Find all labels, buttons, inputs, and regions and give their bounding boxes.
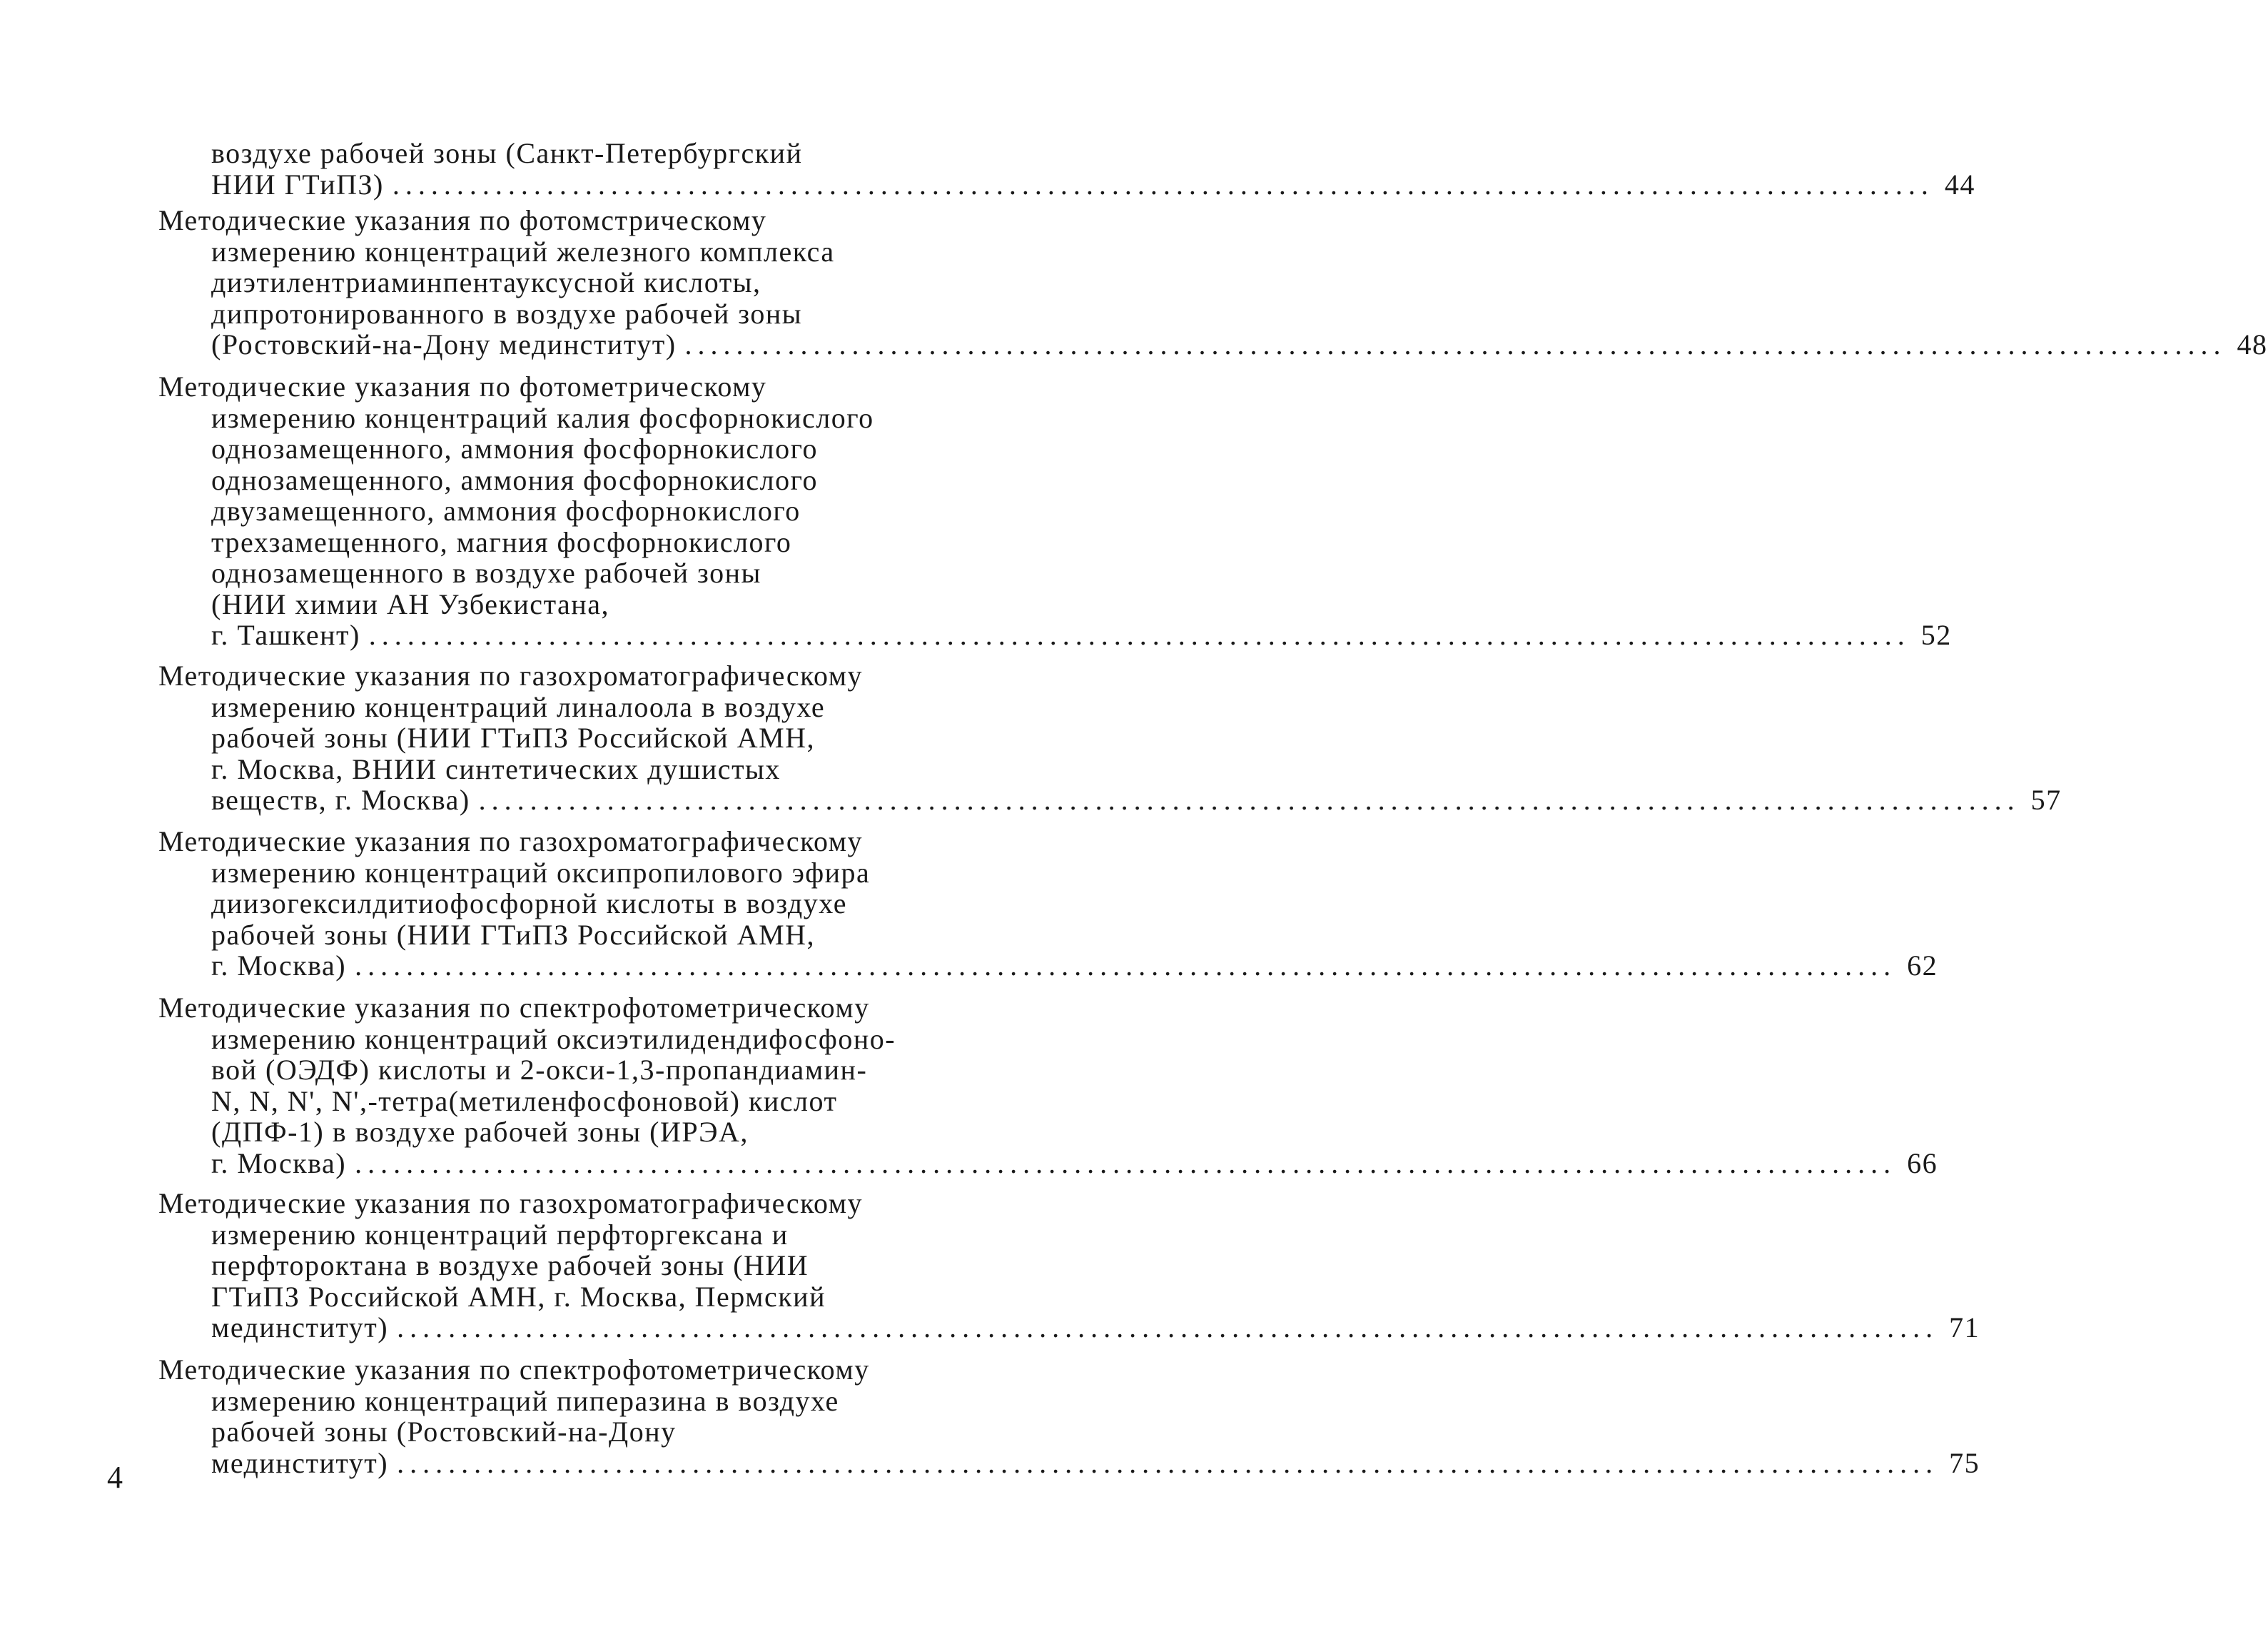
toc-page-number: 57 xyxy=(2030,784,2062,816)
toc-entry-text: г. Ташкент) xyxy=(211,619,360,651)
toc-entry-text: измерению концентраций перфторгексана и xyxy=(211,1218,789,1251)
toc-page-number: 75 xyxy=(1949,1446,1980,1479)
toc-entry-text: рабочей зоны (НИИ ГТиПЗ Российской АМН, xyxy=(211,918,816,951)
toc-entry-text: N, N, N', N',-тетра(метиленфосфоновой) кислот xyxy=(211,1084,838,1117)
toc-entry-text: двузамещенного, аммония фосфорнокислого xyxy=(211,495,801,527)
toc-entry-text: (Ростовский-на-Дону мединститут) xyxy=(211,328,677,360)
toc-entry-text: однозамещенного в воздухе рабочей зоны xyxy=(211,557,761,589)
dot-leader: ........................................................................................................................ xyxy=(355,1146,1897,1179)
toc-page-number: 66 xyxy=(1907,1146,1938,1179)
toc-entry-text: мединститут) xyxy=(211,1446,389,1479)
toc-entry xyxy=(158,825,1938,982)
toc-entry-text: НИИ ГТиПЗ) xyxy=(211,168,384,201)
toc-entry-text: Методические указания по спектрофотометрическому xyxy=(158,992,870,1024)
dot-leader: ........................................................................................................................ xyxy=(368,619,1910,651)
toc-entry-text: (НИИ химии АН Узбекистана, xyxy=(211,587,609,620)
toc-entry-text: диизогексилдитиофосфорной кислоты в воздухе xyxy=(211,887,848,919)
toc-entry-text: Методические указания по фотометрическому xyxy=(158,370,767,403)
toc-entry-text: диэтилентриаминпентауксусной кислоты, xyxy=(211,266,761,298)
page-number: 4 xyxy=(107,1460,124,1495)
toc-page-number: 71 xyxy=(1949,1311,1980,1343)
toc-entry-text: Методические указания по газохроматографическому xyxy=(158,1187,864,1219)
toc-entry xyxy=(158,370,1952,651)
toc-entry-text: ГТиПЗ Российской АМН, г. Москва, Пермский xyxy=(211,1280,826,1313)
toc-page-number: 52 xyxy=(1920,619,1952,651)
toc-entry-text: веществ, г. Москва) xyxy=(211,784,470,816)
toc-entry-text: г. Москва) xyxy=(211,949,347,982)
toc-entry-last-line xyxy=(158,1311,1980,1343)
toc-entry-text: измерению концентраций калия фосфорнокислого xyxy=(211,401,874,434)
dot-leader: ........................................................................................................................ xyxy=(392,168,1934,201)
toc-entry-text: г. Москва) xyxy=(211,1146,347,1179)
toc-entry-text: измерению концентраций оксиэтилидендифосфоно- xyxy=(211,1022,896,1055)
toc-entry xyxy=(158,137,1975,201)
toc-entry-last-line xyxy=(158,1446,1980,1479)
toc-entry-text: измерению концентраций оксипропилового эфира xyxy=(211,856,871,889)
toc-entry xyxy=(158,204,2268,360)
toc-entry-text: перфтороктана в воздухе рабочей зоны (НИИ xyxy=(211,1249,809,1281)
toc-entry-text: рабочей зоны (НИИ ГТиПЗ Российской АМН, xyxy=(211,722,816,754)
toc-entry-last-line xyxy=(158,328,2268,360)
toc-page-number: 48 xyxy=(2237,328,2268,360)
toc-entry-text: вой (ОЭДФ) кислоты и 2-окси-1,3-пропандиамин- xyxy=(211,1054,868,1086)
dot-leader: ........................................................................................................................ xyxy=(684,328,2227,360)
toc-entry xyxy=(158,1187,1980,1343)
toc-entry-text: измерению концентраций железного комплекса xyxy=(211,235,835,268)
toc-entry xyxy=(158,1353,1980,1479)
toc-entry-text: однозамещенного, аммония фосфорнокислого xyxy=(211,433,819,465)
toc-entry xyxy=(158,992,1938,1179)
toc-entry xyxy=(158,660,2062,816)
dot-leader: ........................................................................................................................ xyxy=(397,1311,1939,1343)
dot-leader: ........................................................................................................................ xyxy=(478,784,2020,816)
toc-entry-text: Методические указания по газохроматографическому xyxy=(158,825,864,857)
toc-entry-text: Методические указания по газохроматографическому xyxy=(158,660,864,692)
toc-entry-text: (ДПФ-1) в воздухе рабочей зоны (ИРЭА, xyxy=(211,1116,749,1148)
toc-entry-text: измерению концентраций пиперазина в воздухе xyxy=(211,1384,839,1417)
toc-entry-text: мединститут) xyxy=(211,1311,389,1343)
toc-entry-text: трехзамещенного, магния фосфорнокислого xyxy=(211,525,792,558)
dot-leader: ........................................................................................................................ xyxy=(397,1446,1939,1479)
toc-entry-text: измерению концентраций линалоола в воздухе xyxy=(211,690,826,723)
toc-entry-last-line xyxy=(158,949,1938,982)
toc-entry-text: воздухе рабочей зоны (Санкт-Петербургский xyxy=(211,137,803,169)
toc-page-number: 62 xyxy=(1907,949,1938,982)
toc-entry-text: Методические указания по фотомстрическому xyxy=(158,204,767,236)
dot-leader: ........................................................................................................................ xyxy=(355,949,1897,982)
toc-entry-last-line xyxy=(158,784,2062,816)
toc-entry-text: дипротонированного в воздухе рабочей зоны xyxy=(211,297,803,330)
toc-entry-last-line xyxy=(158,619,1952,651)
toc-entry-text: г. Москва, ВНИИ синтетических душистых xyxy=(211,752,781,785)
toc-entry-last-line xyxy=(158,168,1975,201)
toc-page-number: 44 xyxy=(1944,168,1975,201)
toc-entry-text: однозамещенного, аммония фосфорнокислого xyxy=(211,463,819,496)
toc-entry-text: Методические указания по спектрофотометрическому xyxy=(158,1353,870,1386)
toc-entry-last-line xyxy=(158,1146,1938,1179)
toc-entry-text: рабочей зоны (Ростовский-на-Дону xyxy=(211,1416,677,1448)
